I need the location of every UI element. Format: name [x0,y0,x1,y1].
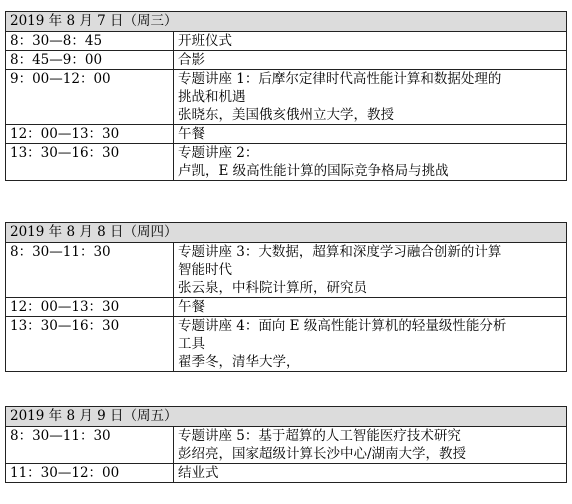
time-cell: 8：30—8：45 [6,32,174,50]
event-cell [174,32,567,50]
event-line: 开班仪式 [178,33,232,49]
event-line: 专题讲座 3：大数据，超算和深度学习融合创新的计算 [178,244,502,260]
table-row [6,464,567,483]
table-row [6,125,567,144]
time-cell: 8：30—11：30 [6,427,174,463]
time-cell: 13：30—16：30 [6,144,174,180]
event-line: 智能时代 [178,262,232,278]
event-line: 午餐 [178,299,205,315]
event-cell [174,427,567,463]
event-cell [174,70,567,124]
event-cell [174,298,567,316]
event-line: 专题讲座 1：后摩尔定律时代高性能计算和数据处理的 [178,71,502,87]
time-cell: 8：45—9：00 [6,51,174,69]
event-cell [174,125,567,143]
table-row [6,298,567,317]
day-header: 2019 年 8 月 7 日（周三） [6,12,567,32]
day-header: 2019 年 8 月 9 日（周五） [6,407,567,427]
event-cell [174,144,567,180]
event-line: 合影 [178,52,205,68]
time-cell: 12：00—13：30 [6,298,174,316]
event-line: 张云泉，中科院计算所，研究员 [178,280,367,296]
event-line: 张晓东，美国俄亥俄州立大学，教授 [178,107,394,123]
event-cell [174,464,567,482]
event-line: 专题讲座 2： [178,145,259,161]
time-cell: 12：00—13：30 [6,125,174,143]
event-cell [174,51,567,69]
event-line: 专题讲座 4：面向 E 级高性能计算机的轻量级性能分析 [178,318,507,334]
event-line: 结业式 [178,465,219,481]
time-cell: 13：30—16：30 [6,317,174,371]
event-line: 挑战和机遇 [178,89,246,105]
time-cell: 11：30—12：00 [6,464,174,482]
day-header: 2019 年 8 月 8 日（周四） [6,223,567,243]
time-cell: 8：30—11：30 [6,243,174,297]
table-row [6,51,567,70]
event-line: 彭绍亮，国家超级计算长沙中心/湖南大学，教授 [178,446,467,462]
table-row [6,427,567,464]
table-row [6,243,567,298]
schedule-table-day-2 [5,222,567,372]
time-cell: 9：00—12：00 [6,70,174,124]
event-line: 翟季冬，清华大学， [178,354,300,370]
table-row [6,70,567,125]
schedule-table-day-3 [5,406,567,483]
event-line: 工具 [178,336,205,352]
event-line: 午餐 [178,126,205,142]
event-line: 专题讲座 5：基于超算的人工智能医疗技术研究 [178,428,461,444]
event-line: 卢凯，E 级高性能计算的国际竞争格局与挑战 [178,163,449,179]
event-cell [174,317,567,371]
table-row [6,32,567,51]
event-cell [174,243,567,297]
table-row [6,144,567,181]
table-row [6,317,567,372]
schedule-table-day-1 [5,11,567,181]
